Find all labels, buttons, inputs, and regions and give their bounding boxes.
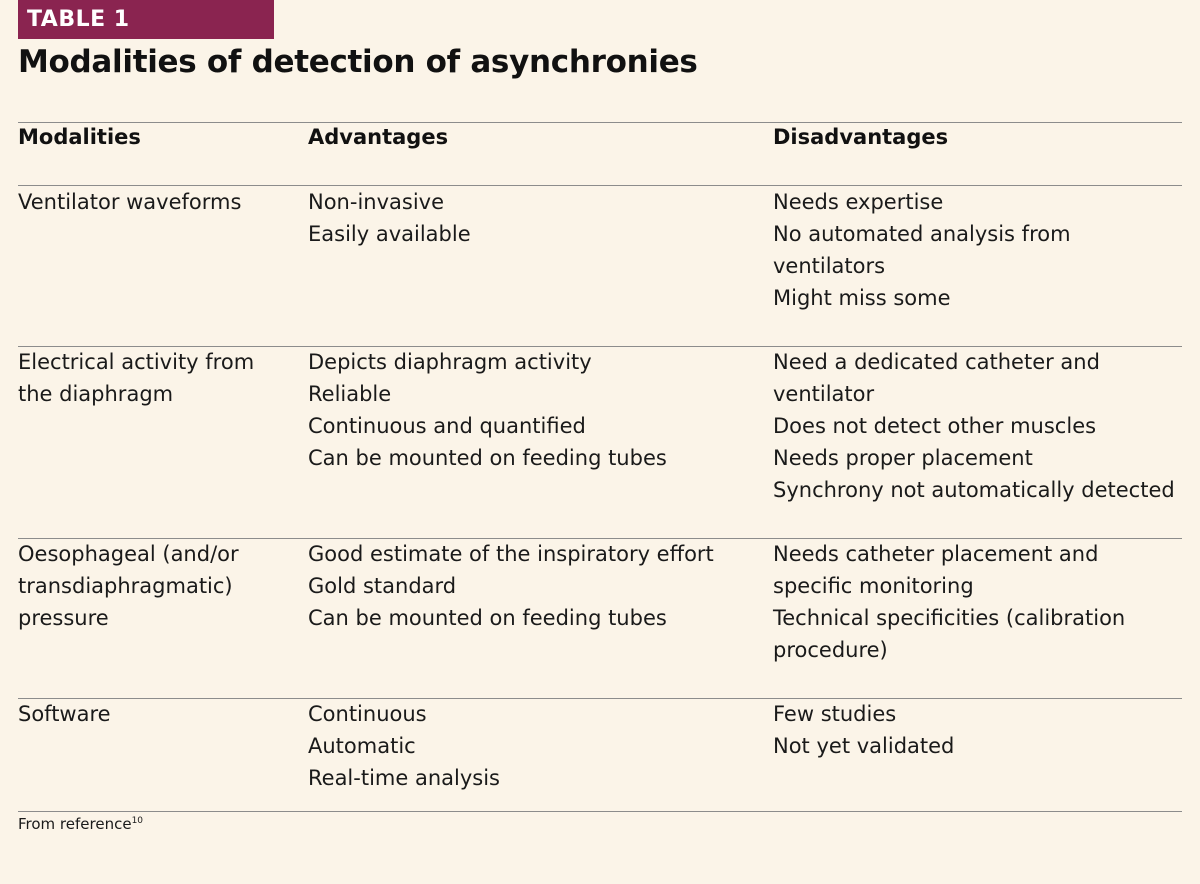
row-2-disadvantages: Needs catheter placement and specific monitoring Technical specificities (calibration procedure) <box>773 542 1126 662</box>
row-0-advantages: Non-invasive Easily available <box>308 190 471 246</box>
divider-top <box>18 122 1182 123</box>
footnote <box>18 815 143 833</box>
row-3-advantages: Continuous Automatic Real-time analysis <box>308 702 500 790</box>
row-2-advantages: Good estimate of the inspiratory effort Gold standard Can be mounted on feeding tubes <box>308 542 714 630</box>
row-0-disadvantages: Needs expertise No automated analysis from ventilators Might miss some <box>773 190 1071 310</box>
column-header-modalities: Modalities <box>18 125 141 149</box>
divider-bottom <box>18 811 1182 812</box>
row-0-modality: Ventilator waveforms <box>18 190 242 214</box>
row-3-disadvantages: Few studies Not yet validated <box>773 702 955 758</box>
row-1-advantages: Depicts diaphragm activity Reliable Continuous and quantified Can be mounted on feeding tubes <box>308 350 667 470</box>
table-title: Modalities of detection of asynchronies <box>18 44 698 80</box>
column-header-disadvantages: Disadvantages <box>773 125 949 149</box>
table-label: TABLE 1 <box>18 0 274 39</box>
footnote-text: From reference <box>18 815 132 833</box>
row-3-modality: Software <box>18 702 111 726</box>
row-1-disadvantages: Need a dedicated catheter and ventilator Does not detect other muscles Needs proper placement Synchrony not automatically detected <box>773 350 1175 502</box>
row-2-modality: Oesophageal (and/or transdiaphragmatic) pressure <box>18 542 239 630</box>
divider-row-3 <box>18 698 1182 699</box>
footnote-reference: 10 <box>131 816 144 826</box>
row-1-modality: Electrical activity from the diaphragm <box>18 350 255 406</box>
column-header-advantages: Advantages <box>308 125 449 149</box>
